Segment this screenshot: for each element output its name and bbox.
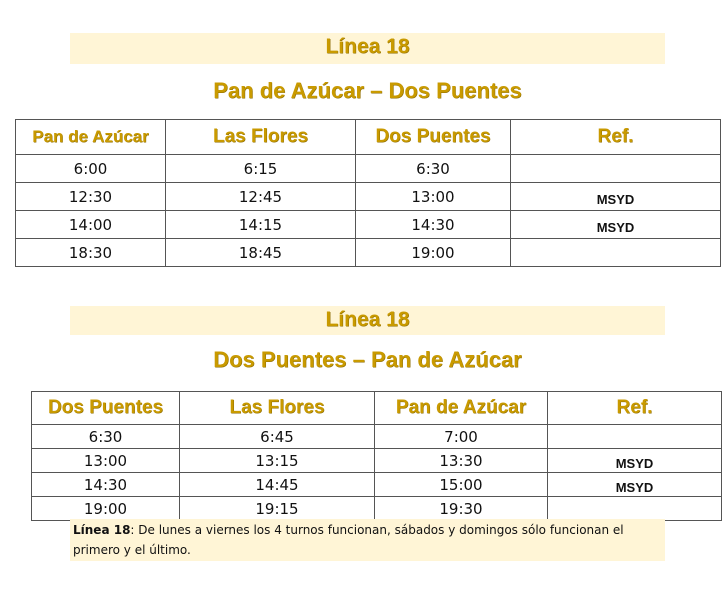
cell: 19:30 [375, 497, 548, 521]
header-destination: Dos Puentes [356, 120, 511, 155]
line-title-1: Línea 18 [325, 35, 410, 58]
table-row [32, 473, 722, 497]
cell: 12:30 [16, 183, 166, 211]
cell: 14:45 [180, 473, 375, 497]
table-header-row [32, 392, 722, 425]
table-row [32, 449, 722, 473]
header-las-flores: Las Flores [180, 392, 375, 425]
ref-cell: MSYD [511, 183, 721, 211]
cell: 6:15 [166, 155, 356, 183]
cell: 7:00 [375, 425, 548, 449]
ref-cell: MSYD [548, 449, 722, 473]
cell: 13:00 [32, 449, 180, 473]
route-title-2: Dos Puentes – Pan de Azúcar [213, 347, 522, 372]
table-row [16, 155, 721, 183]
cell: 14:30 [32, 473, 180, 497]
table-row [32, 497, 722, 521]
cell: 13:00 [356, 183, 511, 211]
cell: 6:00 [16, 155, 166, 183]
table-header-row [16, 120, 721, 155]
table-row [32, 425, 722, 449]
table-row [16, 183, 721, 211]
schedule-table-1 [15, 119, 721, 267]
ref-cell [548, 425, 722, 449]
cell: 19:00 [356, 239, 511, 267]
table-row [16, 211, 721, 239]
route-title-1: Pan de Azúcar – Dos Puentes [213, 78, 522, 103]
schedule-note [73, 520, 663, 560]
ref-cell [511, 239, 721, 267]
header-ref: Ref. [511, 120, 721, 155]
cell: 18:30 [16, 239, 166, 267]
cell: 6:30 [32, 425, 180, 449]
header-las-flores: Las Flores [166, 120, 356, 155]
cell: 19:00 [32, 497, 180, 521]
ref-cell: MSYD [548, 473, 722, 497]
ref-cell: MSYD [511, 211, 721, 239]
cell: 14:30 [356, 211, 511, 239]
header-destination: Pan de Azúcar [375, 392, 548, 425]
cell: 12:45 [166, 183, 356, 211]
cell: 6:45 [180, 425, 375, 449]
schedule-table-2 [31, 391, 722, 521]
cell: 14:00 [16, 211, 166, 239]
cell: 14:15 [166, 211, 356, 239]
cell: 6:30 [356, 155, 511, 183]
ref-cell [548, 497, 722, 521]
cell: 15:00 [375, 473, 548, 497]
header-origin: Pan de Azúcar [16, 120, 166, 155]
ref-cell [511, 155, 721, 183]
header-ref: Ref. [548, 392, 722, 425]
header-origin: Dos Puentes [32, 392, 180, 425]
cell: 19:15 [180, 497, 375, 521]
note-label: Línea 18 [73, 523, 131, 537]
cell: 13:15 [180, 449, 375, 473]
cell: 18:45 [166, 239, 356, 267]
line-title-2: Línea 18 [325, 308, 410, 331]
table-row [16, 239, 721, 267]
cell: 13:30 [375, 449, 548, 473]
note-text: : De lunes a viernes los 4 turnos funcionan, sábados y domingos sólo funcionan el primero y el último. [73, 523, 624, 557]
